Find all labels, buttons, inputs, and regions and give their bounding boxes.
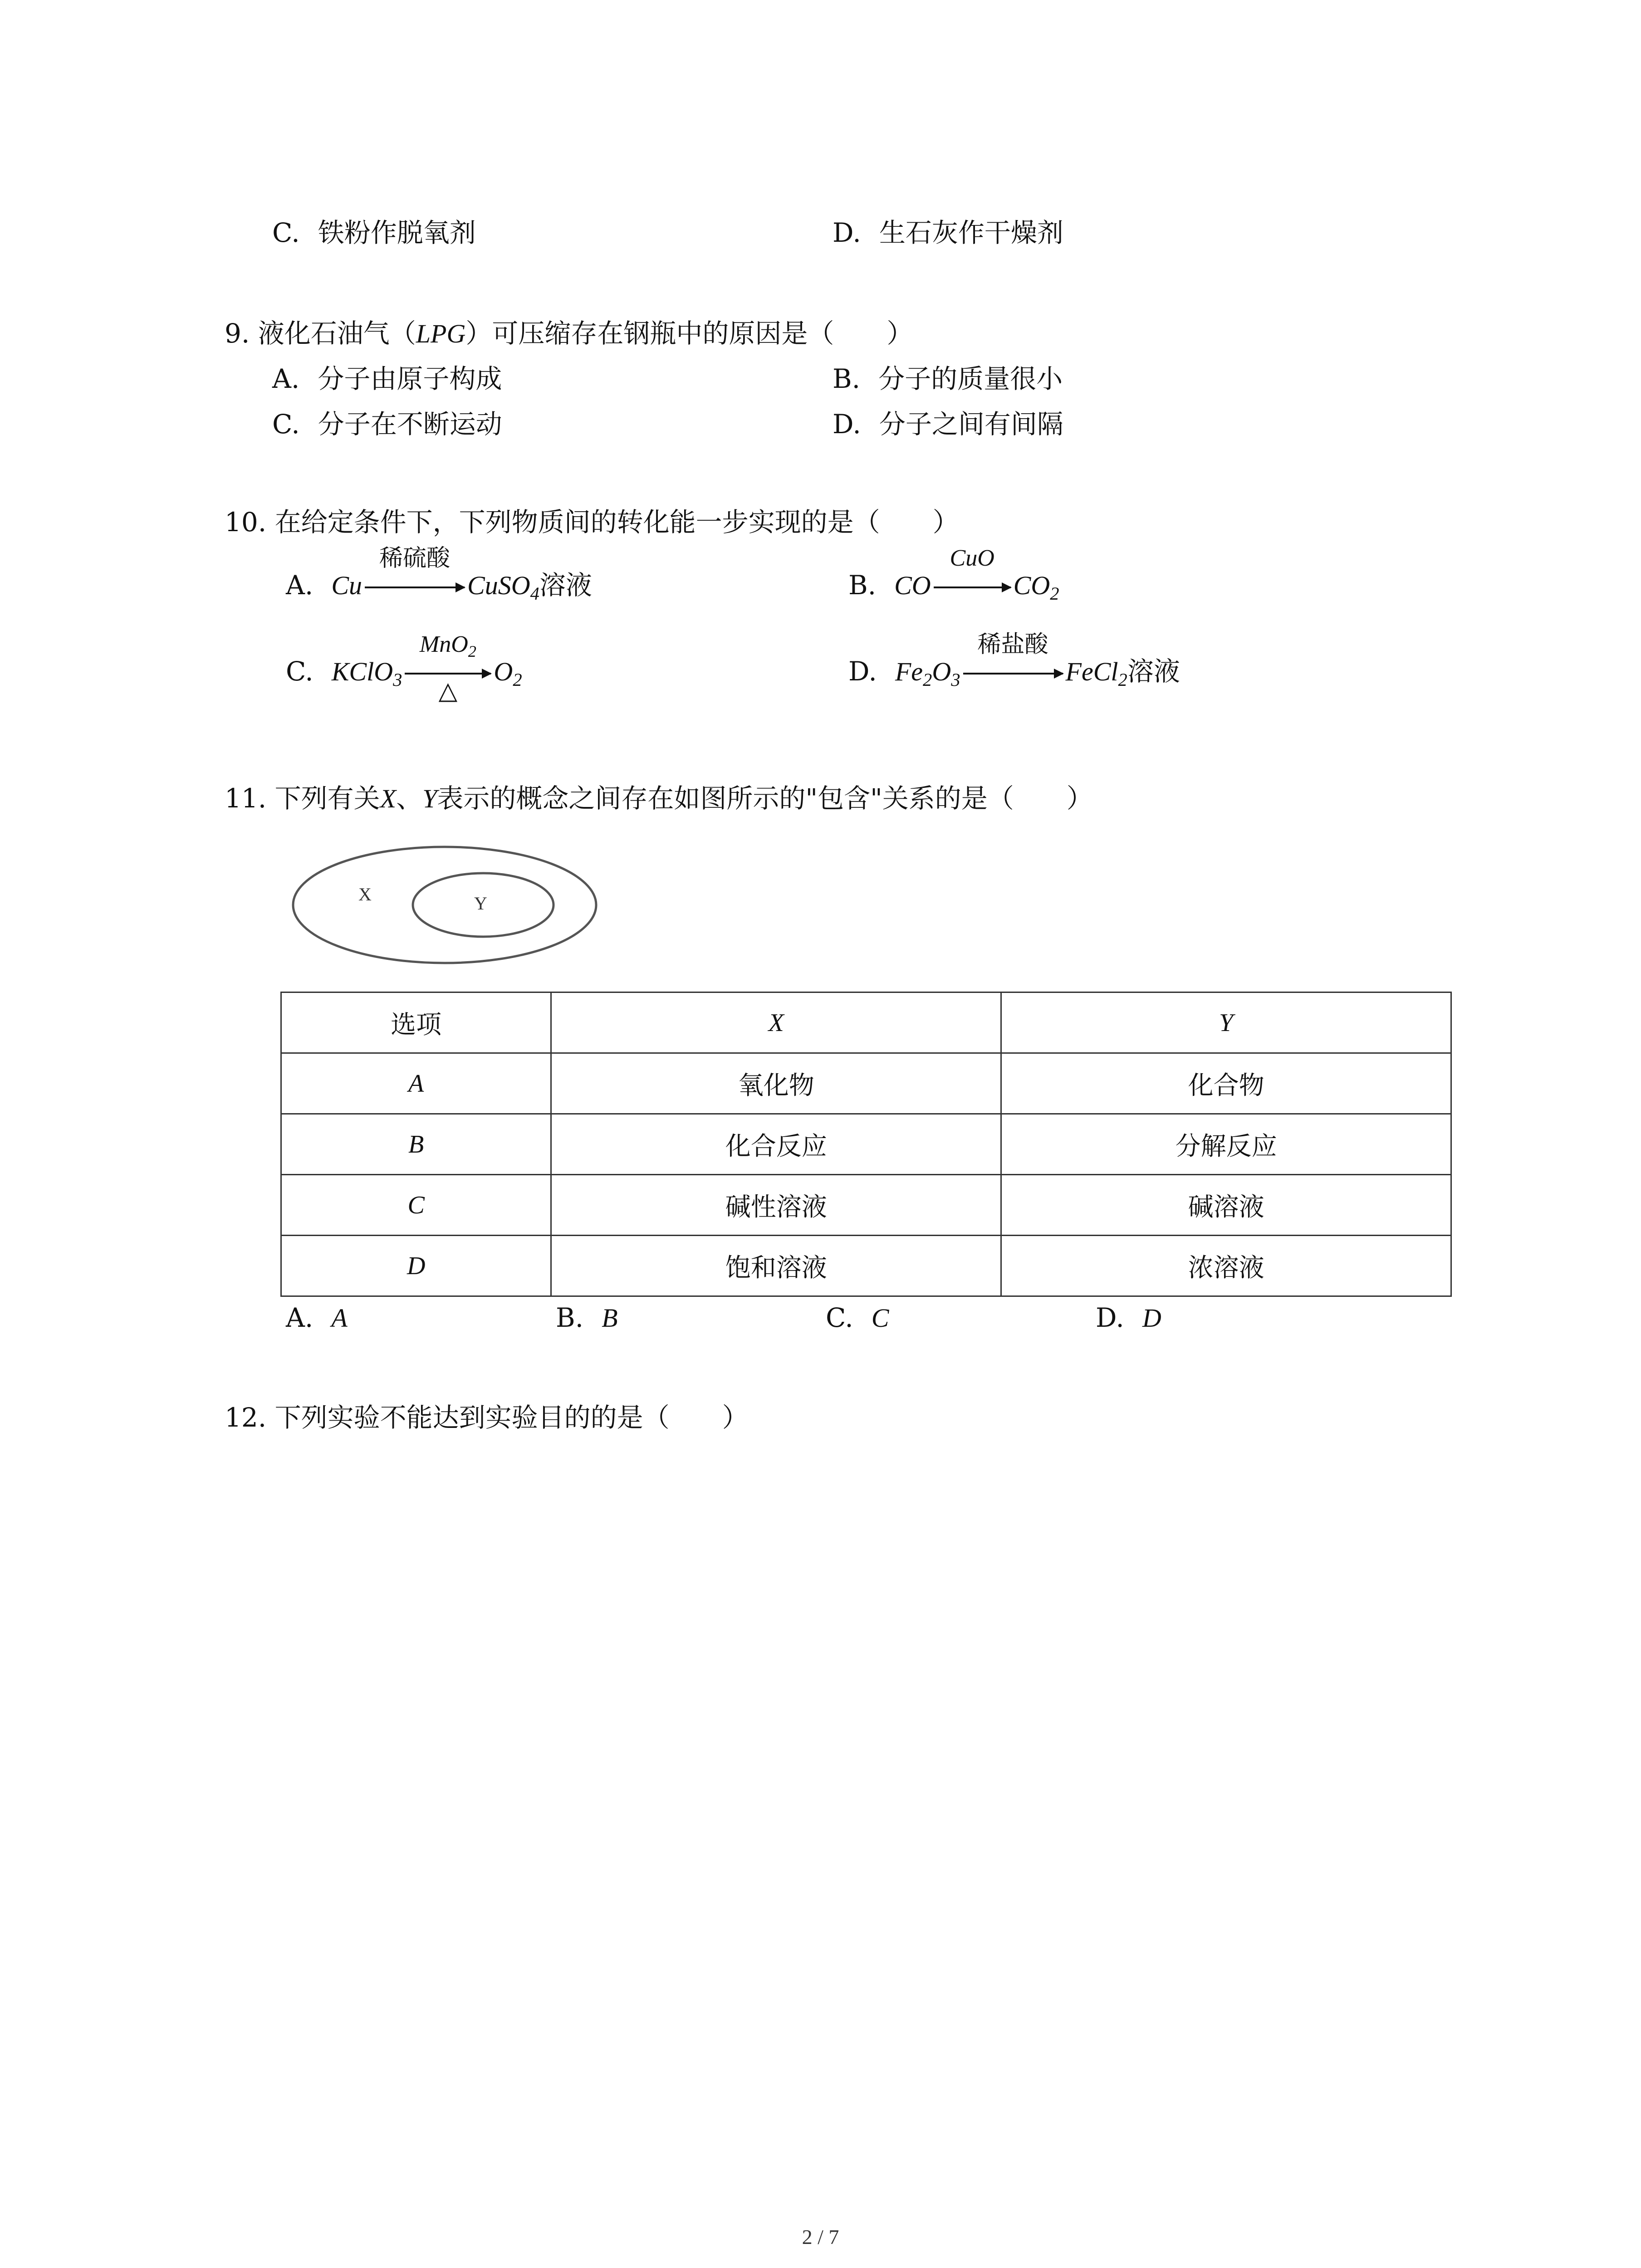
reaction-arrow: CuO xyxy=(934,569,1011,601)
table-cell: 碱性溶液 xyxy=(551,1175,1001,1236)
option-label: C. xyxy=(272,217,300,248)
reaction-arrow: 稀硫酸 xyxy=(365,569,465,601)
page-number: 2 / 7 xyxy=(802,2225,839,2248)
table-row xyxy=(281,1236,1451,1296)
table-header: X xyxy=(551,992,1001,1053)
q12-stem: 12. 下列实验不能达到实验目的的是（ ） xyxy=(225,1402,749,1433)
q11-option-d[interactable]: D. D xyxy=(1096,1302,1161,1333)
table-cell: 饱和溶液 xyxy=(551,1236,1001,1296)
table-row xyxy=(281,1114,1451,1175)
table-cell: A xyxy=(281,1053,551,1114)
q11-option-b[interactable]: B. B xyxy=(556,1302,618,1333)
table-header: Y xyxy=(1001,992,1451,1053)
table-cell: D xyxy=(281,1236,551,1296)
options-table xyxy=(280,992,1452,1297)
q10-option-c[interactable]: C. KClO$_3$ MnO$_2$ △ $O_2$ xyxy=(286,631,522,705)
q9-option-a[interactable]: A. 分子由原子构成 xyxy=(272,363,502,394)
outer-ellipse xyxy=(293,847,596,963)
q11-stem: 11. 下列有关X、Y表示的概念之间存在如图所示的"包含"关系的是（ ） xyxy=(225,783,1093,814)
venn-diagram xyxy=(290,844,599,966)
table-cell: 化合物 xyxy=(1001,1053,1451,1114)
reaction-arrow: 稀盐酸 xyxy=(963,655,1063,687)
table-row xyxy=(281,1175,1451,1236)
table-cell: 浓溶液 xyxy=(1001,1236,1451,1296)
q9-option-c[interactable]: C. 分子在不断运动 xyxy=(272,409,502,440)
table-cell: 分解反应 xyxy=(1001,1114,1451,1175)
q9-option-b[interactable]: B. 分子的质量很小 xyxy=(833,363,1063,394)
q10-option-b[interactable]: B. CO CuO $CO_2$ xyxy=(848,545,1059,604)
q10-option-a[interactable]: A. Cu 稀硫酸 CuSO$_4$溶液 xyxy=(286,545,592,604)
q10-option-d[interactable]: D. $Fe_2O_3$ 稀盐酸 FeCl$_2$溶液 xyxy=(848,631,1180,690)
reaction-arrow: MnO$_2$ △ xyxy=(405,655,491,687)
table-header-row xyxy=(281,992,1451,1053)
option-text: 生石灰作干燥剂 xyxy=(879,217,1063,248)
q11-option-c[interactable]: C. C xyxy=(826,1302,889,1333)
q8-option-c[interactable] xyxy=(272,217,476,249)
table-cell: 氧化物 xyxy=(551,1053,1001,1114)
q9-option-d[interactable]: D. 分子之间有间隔 xyxy=(833,409,1063,440)
table-cell: C xyxy=(281,1175,551,1236)
table-cell: B xyxy=(281,1114,551,1175)
table-header: 选项 xyxy=(281,992,551,1053)
q10-stem: 10. 在给定条件下，下列物质间的转化能一步实现的是（ ） xyxy=(225,507,959,538)
table-cell: 化合反应 xyxy=(551,1114,1001,1175)
q9-stem: 9. 液化石油气（LPG）可压缩存在钢瓶中的原因是（ ） xyxy=(225,318,913,349)
table-cell: 碱溶液 xyxy=(1001,1175,1451,1236)
table-row xyxy=(281,1053,1451,1114)
option-label: D. xyxy=(833,217,861,248)
q11-option-a[interactable]: A. A xyxy=(286,1302,348,1333)
q8-option-d[interactable] xyxy=(833,217,1063,249)
venn-label-y: Y xyxy=(474,893,487,914)
option-text: 铁粉作脱氧剂 xyxy=(318,217,476,248)
venn-label-x: X xyxy=(358,884,372,904)
